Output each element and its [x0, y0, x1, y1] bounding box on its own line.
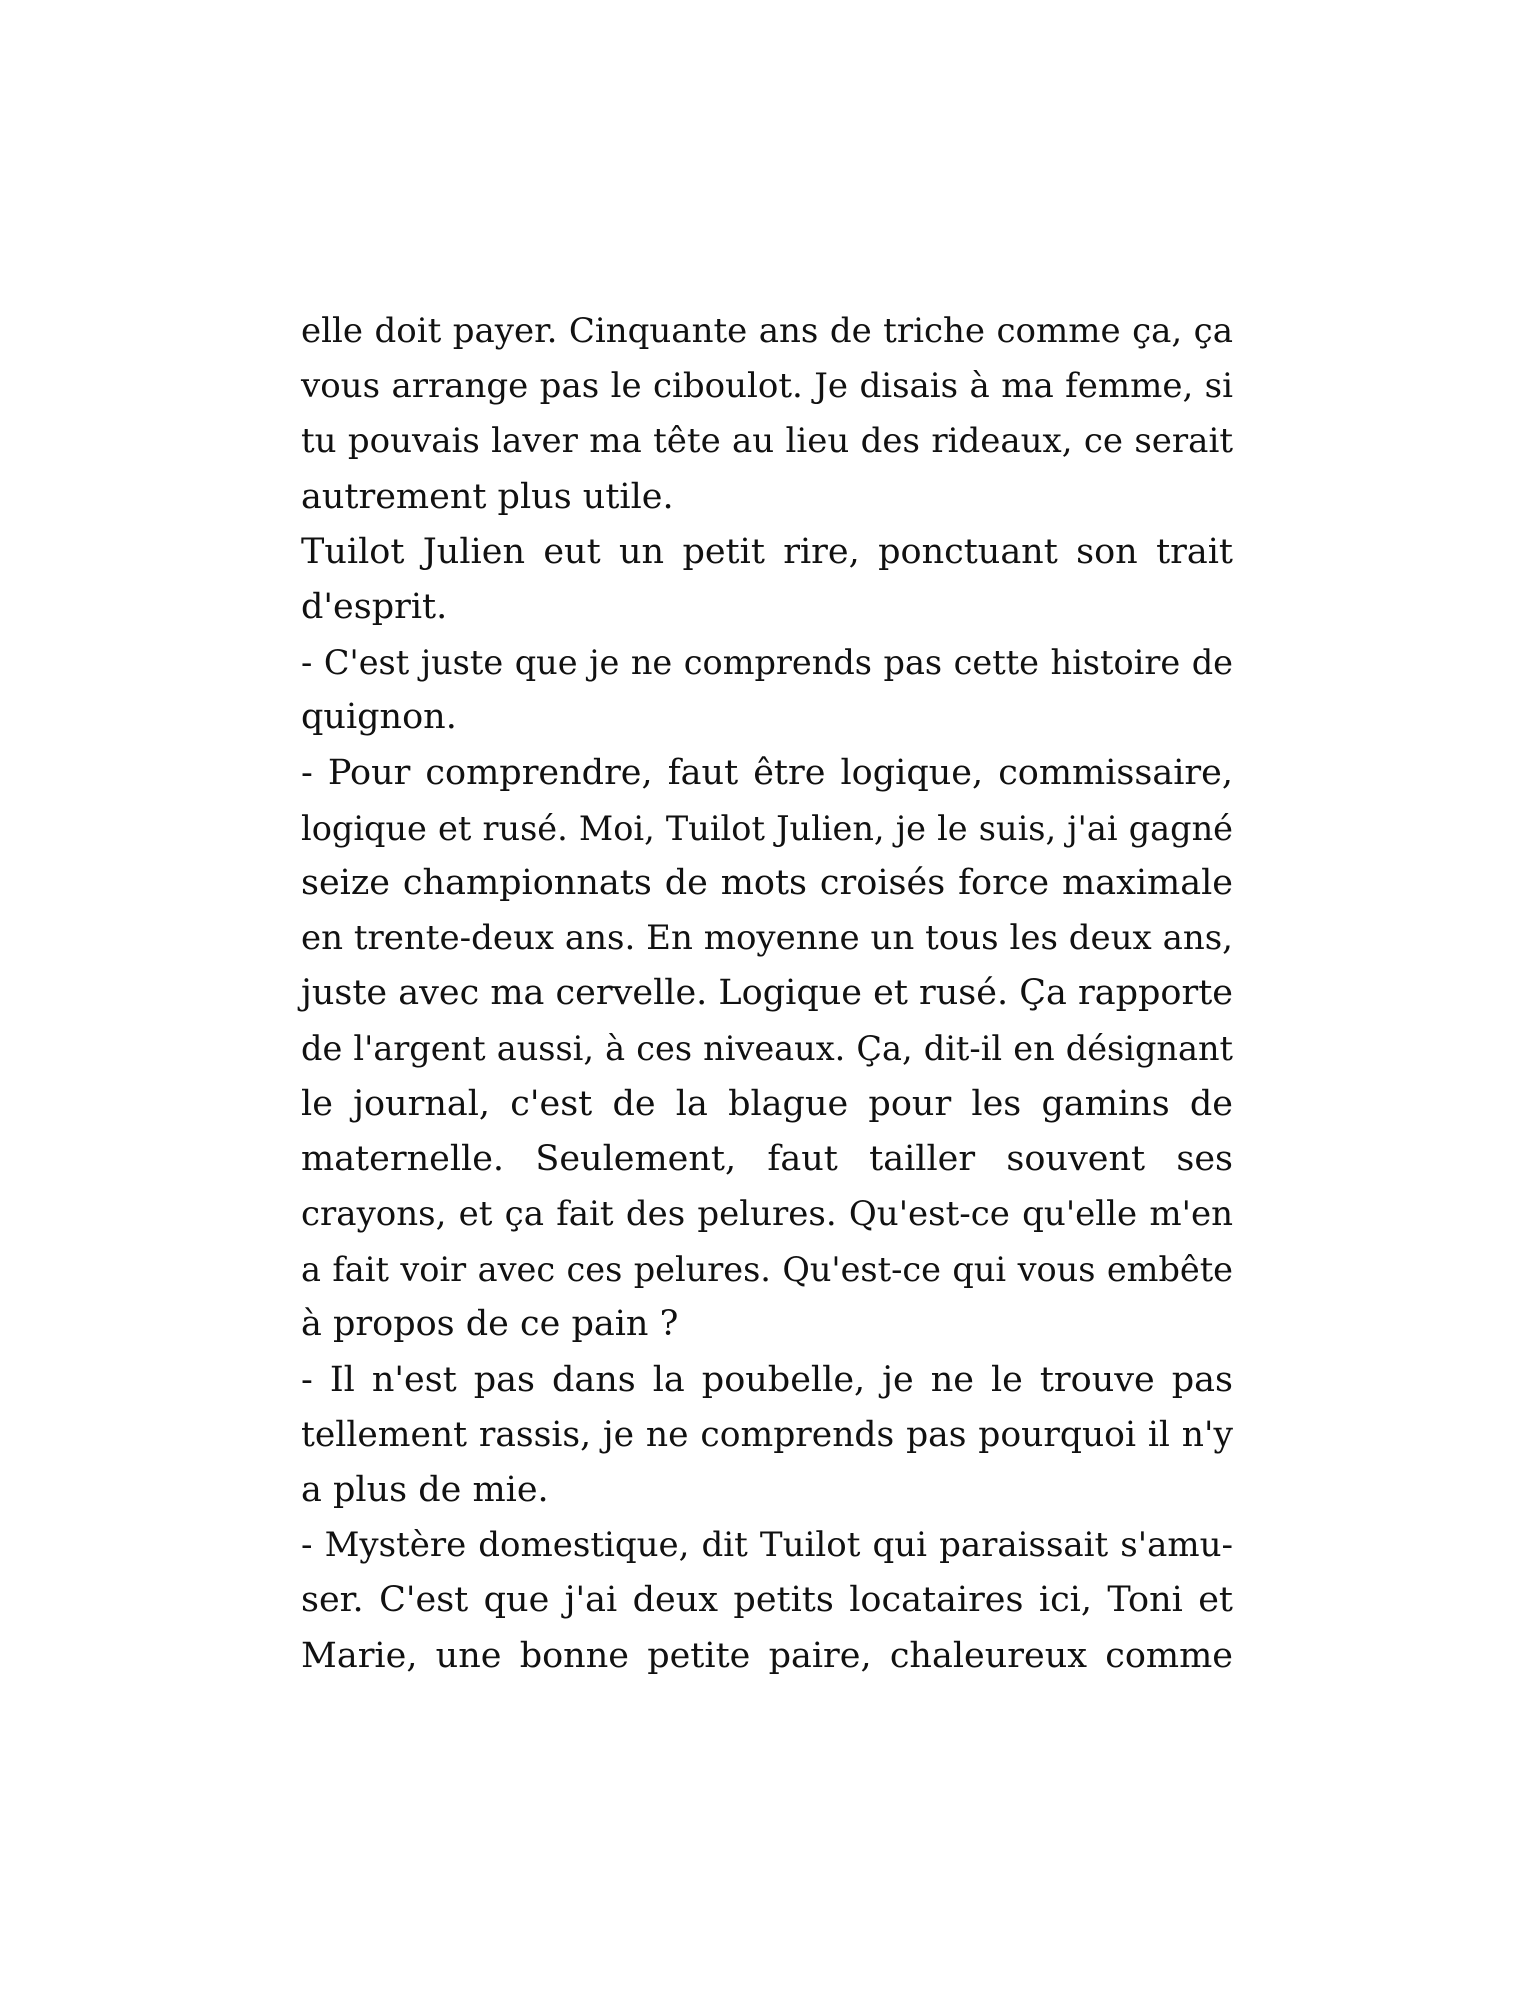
text-line: tellement rassis, je ne comprends pas pourquoi il n'y — [301, 1414, 1233, 1455]
text-line: - Pour comprendre, faut être logique, commissaire, — [301, 752, 1233, 793]
text-line: le journal, c'est de la blague pour les gamins de — [301, 1083, 1233, 1124]
text-line: a fait voir avec ces pelures. Qu'est-ce qui vous embête — [301, 1250, 1233, 1290]
text-line: de l'argent aussi, à ces niveaux. Ça, dit-il en désignant — [301, 1029, 1233, 1069]
text-line: quignon. — [301, 697, 457, 738]
text-line: vous arrange pas le ciboulot. Je disais à ma femme, si — [301, 366, 1233, 407]
body-text — [301, 304, 1233, 1684]
text-line: en trente-deux ans. En moyenne un tous les deux ans, — [301, 918, 1233, 959]
text-line: crayons, et ça fait des pelures. Qu'est-ce qu'elle m'en — [301, 1194, 1233, 1234]
text-line: - Mystère domestique, dit Tuilot qui paraissait s'amu- — [301, 1525, 1233, 1566]
text-line: ser. C'est que j'ai deux petits locataires ici, Toni et — [301, 1580, 1233, 1621]
text-line: seize championnats de mots croisés force maximale — [301, 862, 1233, 903]
text-line: à propos de ce pain ? — [301, 1304, 679, 1345]
text-line: juste avec ma cervelle. Logique et rusé. Ça rapporte — [301, 973, 1233, 1014]
text-line: d'esprit. — [301, 586, 448, 627]
text-line: autrement plus utile. — [301, 476, 674, 517]
text-line: Marie, une bonne petite paire, chaleureux comme — [301, 1635, 1233, 1676]
text-line: - Il n'est pas dans la poubelle, je ne le trouve pas — [301, 1359, 1233, 1400]
text-line: a plus de mie. — [301, 1469, 549, 1510]
text-line: tu pouvais laver ma tête au lieu des rideaux, ce serait — [301, 421, 1233, 462]
text-line: Tuilot Julien eut un petit rire, ponctuant son trait — [301, 531, 1233, 572]
text-line: maternelle. Seulement, faut tailler souvent ses — [301, 1138, 1233, 1179]
text-line: logique et rusé. Moi, Tuilot Julien, je le suis, j'ai gagné — [301, 808, 1233, 848]
text-line: - C'est juste que je ne comprends pas cette histoire de — [301, 643, 1233, 683]
text-line: elle doit payer. Cinquante ans de triche comme ça, ça — [301, 311, 1233, 351]
